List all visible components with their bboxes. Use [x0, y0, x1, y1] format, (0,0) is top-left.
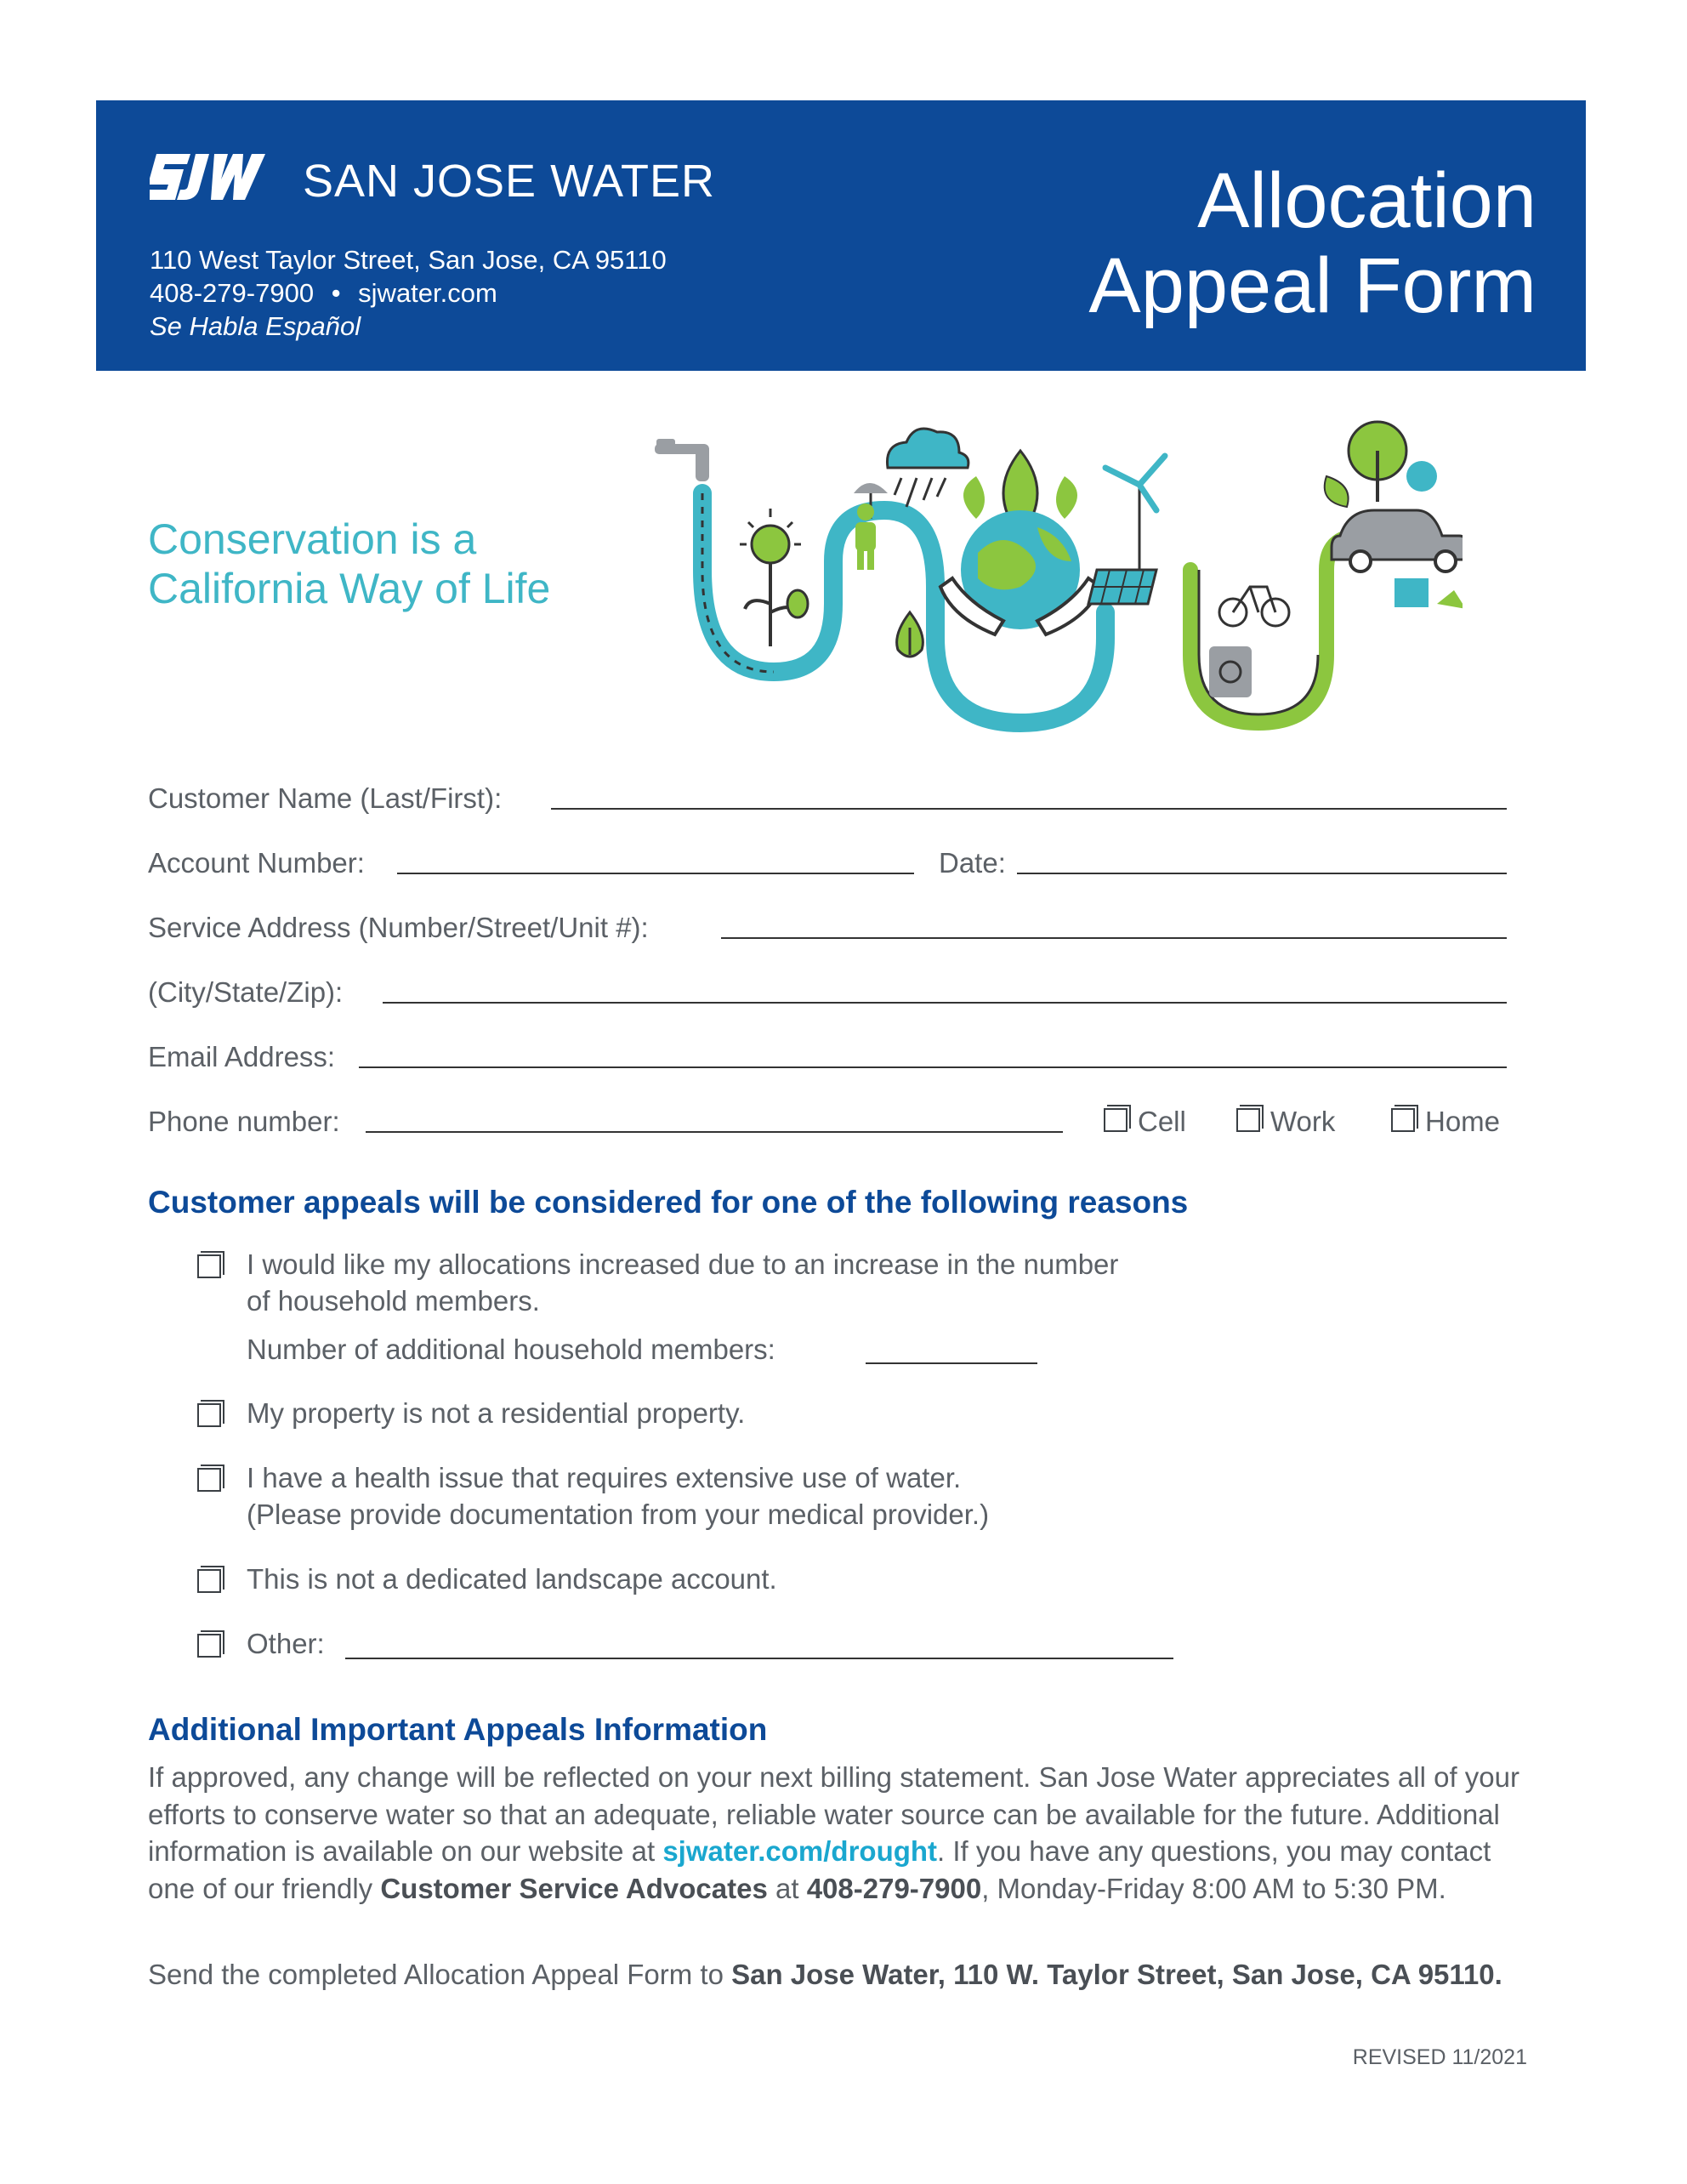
phone-field[interactable] [366, 1131, 1063, 1133]
other-label: Other: [247, 1628, 325, 1659]
household-count-field[interactable] [866, 1362, 1037, 1364]
reason-other[interactable] [197, 1625, 1303, 1668]
send-address: San Jose Water, 110 W. Taylor Street, San Jose, CA 95110. [731, 1959, 1502, 1990]
tree-icon [1325, 422, 1437, 507]
cloud-rain-icon [854, 429, 968, 519]
person-icon [855, 503, 876, 570]
info-text-4: , Monday-Friday 8:00 AM to 5:30 PM. [981, 1872, 1446, 1904]
conservation-tagline [148, 515, 550, 613]
reason-health[interactable] [197, 1459, 1303, 1536]
account-number-label: Account Number: [148, 847, 365, 879]
landscape-text: This is not a dedicated landscape account. [247, 1563, 777, 1595]
page-title [1088, 158, 1536, 328]
street-address: 110 West Taylor Street, San Jose, CA 95110 [150, 245, 667, 275]
info-text-2: . If you have any questions, you may contact one of our friendly [148, 1835, 1491, 1904]
non-residential-checkbox[interactable] [197, 1403, 221, 1427]
landscape-checkbox[interactable] [197, 1569, 221, 1593]
phone-type-home[interactable] [1391, 1106, 1500, 1138]
wind-turbine-icon [1105, 456, 1165, 570]
phone-type-cell[interactable] [1104, 1106, 1186, 1138]
home-checkbox[interactable] [1391, 1108, 1415, 1132]
household-line-1: I would like my allocations increased due to an increase in the number [247, 1248, 1119, 1280]
phone-label: Phone number: [148, 1106, 340, 1137]
non-residential-text: My property is not a residential property. [247, 1397, 746, 1429]
service-address-label: Service Address (Number/Street/Unit #): [148, 912, 649, 943]
faucet-icon [655, 439, 709, 481]
fuel-can-icon [1209, 646, 1252, 697]
customer-name-field[interactable] [551, 808, 1507, 810]
city-state-zip-label: (City/State/Zip): [148, 976, 344, 1008]
contact-line [150, 276, 667, 310]
globe-icon [940, 451, 1100, 634]
revision-date: REVISED 11/2021 [1352, 2045, 1527, 2069]
conservation-illustration [646, 400, 1463, 740]
recycle-icon [1394, 578, 1463, 609]
csa-text: Customer Service Advocates [380, 1872, 768, 1904]
title-line-1: Allocation [1197, 157, 1536, 244]
email-label: Email Address: [148, 1041, 336, 1072]
cell-checkbox[interactable] [1104, 1108, 1128, 1132]
cell-label: Cell [1138, 1106, 1186, 1137]
header-banner [96, 100, 1586, 371]
household-text [247, 1246, 1118, 1368]
car-icon [1332, 510, 1463, 572]
household-line-2: of household members. [247, 1285, 540, 1317]
reasons-heading: Customer appeals will be considered for one of the following reasons [148, 1185, 1189, 1220]
phone-number: 408-279-7900 [150, 278, 315, 308]
tagline-line-2: California Way of Life [148, 565, 551, 612]
health-line-2: (Please provide documentation from your medical provider.) [247, 1499, 990, 1530]
account-number-field[interactable] [397, 873, 914, 874]
email-field[interactable] [359, 1066, 1507, 1068]
city-state-zip-field[interactable] [383, 1002, 1507, 1004]
company-address-block [150, 243, 667, 343]
reason-non-residential[interactable] [197, 1395, 1303, 1437]
reason-landscape[interactable] [197, 1561, 1303, 1603]
info-text-1: If approved, any change will be reflected on your next billing statement. San Jose Water appreciates all of your efforts to conserve water so that an adequate, reliable water source can be available for the future. Additional information is available on our website at [148, 1761, 1520, 1867]
service-address-field[interactable] [721, 937, 1507, 939]
leaf-drop-icon [897, 612, 923, 657]
home-label: Home [1425, 1106, 1501, 1137]
website-link[interactable]: sjwater.com [358, 278, 497, 308]
date-field[interactable] [1017, 873, 1507, 874]
title-line-2: Appeal Form [1088, 242, 1536, 329]
household-count-label: Number of additional household members: [247, 1334, 775, 1365]
other-checkbox[interactable] [197, 1634, 221, 1658]
sjw-logo [150, 147, 277, 207]
solar-panel-icon [1088, 570, 1156, 604]
reason-household[interactable] [197, 1246, 1303, 1365]
send-instructions [148, 1956, 1542, 1993]
tagline-line-1: Conservation is a [148, 515, 477, 563]
household-checkbox[interactable] [197, 1254, 221, 1278]
info-text-3: at [767, 1872, 807, 1904]
date-label: Date: [939, 847, 1006, 879]
other-field[interactable] [345, 1658, 1173, 1659]
phone-type-work[interactable] [1236, 1106, 1335, 1138]
work-label: Work [1270, 1106, 1336, 1137]
customer-name-label: Customer Name (Last/First): [148, 782, 503, 814]
spanish-note: Se Habla Español [150, 311, 361, 341]
company-name: SAN JOSE WATER [303, 156, 716, 207]
info-paragraph [148, 1759, 1542, 1907]
bicycle-icon [1219, 587, 1289, 626]
health-text [247, 1459, 989, 1533]
lightbulb-icon [740, 509, 808, 646]
health-checkbox[interactable] [197, 1468, 221, 1492]
separator-dot: • [331, 278, 341, 308]
health-line-1: I have a health issue that requires extensive use of water. [247, 1462, 962, 1493]
send-text: Send the completed Allocation Appeal Form to [148, 1959, 732, 1990]
info-heading: Additional Important Appeals Information [148, 1712, 768, 1747]
csa-phone: 408-279-7900 [806, 1872, 982, 1904]
work-checkbox[interactable] [1236, 1108, 1260, 1132]
drought-link[interactable]: sjwater.com/drought [662, 1835, 938, 1867]
